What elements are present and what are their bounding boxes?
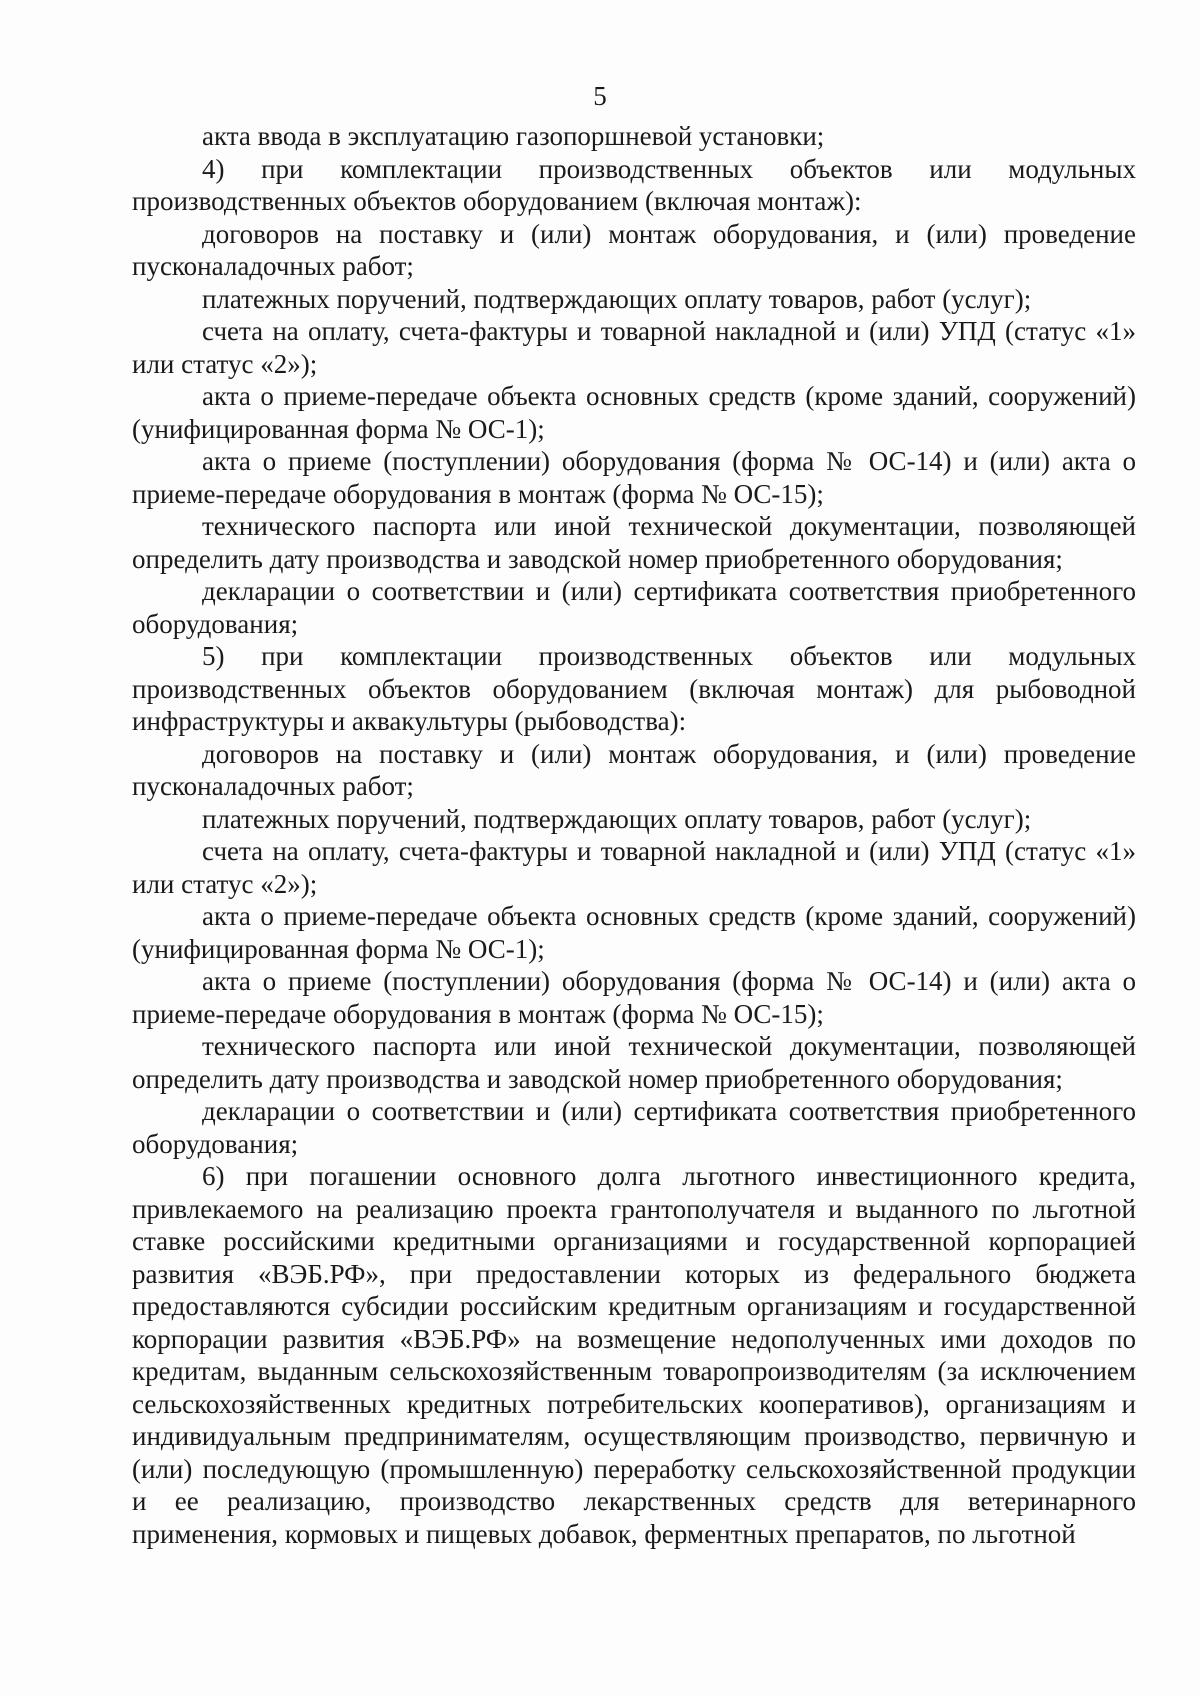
paragraph: акта ввода в эксплуатацию газопоршневой установки; bbox=[202, 121, 825, 151]
paragraph: технического паспорта или иной технической документации, позволяющей определить дату производства и заводской номер приобретенного оборудования; bbox=[132, 1031, 1136, 1094]
paragraph: акта о приеме-передаче объекта основных средств (кроме зданий, сооружений) (унифицированная форма № ОС-1); bbox=[132, 901, 1136, 964]
paragraph: 6) при погашении основного долга льготного инвестиционного кредита, привлекаемого на реализацию проекта грантополучателя и выданного по льготной ставке российскими кредитными организациями и государственной корпорацией развития «ВЭБ.РФ», при предоставлении которых из федерального бюджета предоставляются субсидии российским кредитным организациям и государственной корпорации развития «ВЭБ.РФ» на возмещение недополученных ими доходов по кредитам, выданным сельскохозяйственным товаропроизводителям (за исключением сельскохозяйственных кредитных потребительских кооперативов), организациям и индивидуальным предпринимателям, осуществляющим производство, первичную и (или) последующую (промышленную) переработку сельскохозяйственной продукции и ее реализацию, производство лекарственных средств для ветеринарного применения, кормовых и пищевых добавок, ферментных препаратов, по льготной bbox=[132, 1161, 1136, 1549]
page-number: 5 bbox=[593, 81, 607, 111]
document-body bbox=[132, 120, 1136, 1550]
paragraph: акта о приеме-передаче объекта основных средств (кроме зданий, сооружений) (унифицированная форма № ОС-1); bbox=[132, 381, 1136, 444]
paragraph: счета на оплату, счета-фактуры и товарной накладной и (или) УПД (статус «1» или статус «2»); bbox=[132, 836, 1136, 899]
paragraph: платежных поручений, подтверждающих оплату товаров, работ (услуг); bbox=[202, 803, 1032, 834]
paragraph: 4) при комплектации производственных объектов или модульных производственных объектов оборудованием (включая монтаж): bbox=[132, 153, 1136, 216]
paragraph: счета на оплату, счета-фактуры и товарной накладной и (или) УПД (статус «1» или статус «2»); bbox=[132, 316, 1136, 379]
paragraph: 5) при комплектации производственных объектов или модульных производственных объектов оборудованием (включая монтаж) для рыбоводной инфраструктуры и аквакультуры (рыбоводства): bbox=[132, 641, 1136, 736]
paragraph: декларации о соответствии и (или) сертификата соответствия приобретенного оборудования; bbox=[132, 1096, 1136, 1159]
paragraph: акта о приеме (поступлении) оборудования (форма № ОС-14) и (или) акта о приеме-передаче оборудования в монтаж (форма № ОС-15); bbox=[132, 446, 1136, 509]
paragraph: платежных поручений, подтверждающих оплату товаров, работ (услуг); bbox=[202, 283, 1032, 314]
paragraph: договоров на поставку и (или) монтаж оборудования, и (или) проведение пусконаладочных работ; bbox=[132, 218, 1136, 281]
paragraph: договоров на поставку и (или) монтаж оборудования, и (или) проведение пусконаладочных работ; bbox=[132, 738, 1136, 801]
paragraph: акта о приеме (поступлении) оборудования (форма № ОС-14) и (или) акта о приеме-передаче оборудования в монтаж (форма № ОС-15); bbox=[132, 966, 1136, 1029]
paragraph: технического паспорта или иной технической документации, позволяющей определить дату производства и заводской номер приобретенного оборудования; bbox=[132, 511, 1136, 574]
paragraph: декларации о соответствии и (или) сертификата соответствия приобретенного оборудования; bbox=[132, 576, 1136, 639]
